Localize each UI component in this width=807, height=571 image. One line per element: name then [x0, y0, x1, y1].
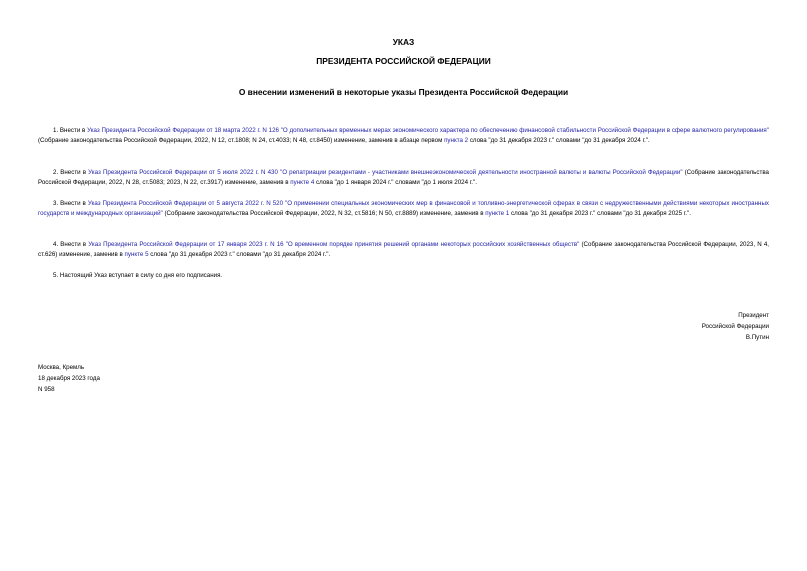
paragraph-1 — [38, 126, 769, 146]
paragraph-2-prefix: 2. Внести в — [53, 169, 89, 176]
paragraph-5-text: 5. Настоящий Указ вступает в силу со дня его подписания. — [53, 272, 223, 279]
paragraph-2-middle: (Собрание законодательства Российской Федерации, 2022, N 28, ст.5083; 2023, N 22, ст.3917) изменение, заменив в — [38, 169, 769, 186]
signature-name: В.Путин — [745, 334, 769, 341]
doc-issuer-title: ПРЕЗИДЕНТА РОССИЙСКОЙ ФЕДЕРАЦИИ — [316, 56, 491, 66]
place-date-block — [38, 362, 238, 395]
paragraph-4-suffix: слова "до 31 декабря 2023 г." словами "до 31 декабря 2024 г.". — [148, 250, 331, 258]
document-number: N 958 — [38, 386, 55, 393]
paragraph-1-suffix: слова "до 31 декабря 2023 г." словами "до 31 декабря 2024 г.". — [468, 136, 650, 144]
paragraph-4-prefix: 4. Внести в — [53, 241, 89, 248]
place-date: 18 декабря 2023 года — [38, 375, 100, 382]
paragraph-4 — [38, 240, 769, 260]
paragraph-3-suffix: слова "до 31 декабря 2023 г." словами "до 31 декабря 2025 г.". — [509, 209, 691, 217]
signature-organization: Российской Федерации — [701, 323, 769, 330]
paragraph-3-clause-link[interactable]: пункте 1 — [485, 209, 510, 217]
paragraph-4-middle: (Собрание законодательства Российской Федерации, 2023, N 4, ст.626) изменение, заменив в — [38, 241, 769, 258]
paragraph-2 — [38, 168, 769, 188]
paragraph-4-clause-link[interactable]: пункте 5 — [124, 250, 149, 258]
paragraph-4-decree-link[interactable]: Указ Президента Российской Федерации от 17 января 2023 г. N 16 "О временном порядке принятия решений органами некоторых российских хозяйственных обществ" — [88, 241, 580, 248]
doc-type-title: УКАЗ — [392, 37, 415, 47]
paragraph-3 — [38, 199, 769, 219]
paragraph-1-prefix: 1. Внести в — [53, 127, 88, 134]
paragraph-1-clause-link[interactable]: пункта 2 — [444, 136, 469, 144]
paragraph-5 — [38, 271, 769, 281]
paragraph-3-middle: (Собрание законодательства Российской Федерации, 2022, N 32, ст.5816; N 50, ст.8889) изменение, заменив в — [162, 209, 486, 217]
signature-title: Президент — [738, 312, 769, 319]
paragraph-2-suffix: слова "до 1 января 2024 г." словами "до 1 июля 2024 г.". — [314, 178, 477, 186]
paragraph-3-prefix: 3. Внести в — [53, 200, 88, 207]
paragraph-2-decree-link[interactable]: Указ Президента Российской Федерации от 5 июля 2022 г. N 430 "О репатриации резидентами - участниками внешнеэкономической деятельности иностранной валюты и валюты Российской Федерации" — [88, 169, 683, 176]
paragraph-1-middle: (Собрание законодательства Российской Федерации, 2022, N 12, ст.1808; N 24, ст.4033; N 48, ст.8450) изменение, заменив в абзаце первом — [38, 136, 445, 144]
paragraph-2-clause-link[interactable]: пункте 4 — [290, 178, 315, 186]
paragraph-1-decree-link[interactable]: Указ Президента Российской Федерации от 18 марта 2022 г. N 126 "О дополнительных временных мерах экономического характера по обеспечению финансовой стабильности Российской Федерации в сфере валютного регулирования" — [87, 127, 769, 134]
doc-subject-title: О внесении изменений в некоторые указы Президента Российской Федерации — [238, 87, 569, 97]
place-location: Москва, Кремль — [38, 364, 85, 371]
paragraph-3-decree-link[interactable]: Указ Президента Российской Федерации от 5 августа 2022 г. N 520 "О применении специальных экономических мер в финансовой и топливно-энергетической сферах в связи с недружественными действиями некоторых иностранных государств и международных организаций" — [38, 200, 769, 217]
signature-block — [569, 310, 769, 343]
